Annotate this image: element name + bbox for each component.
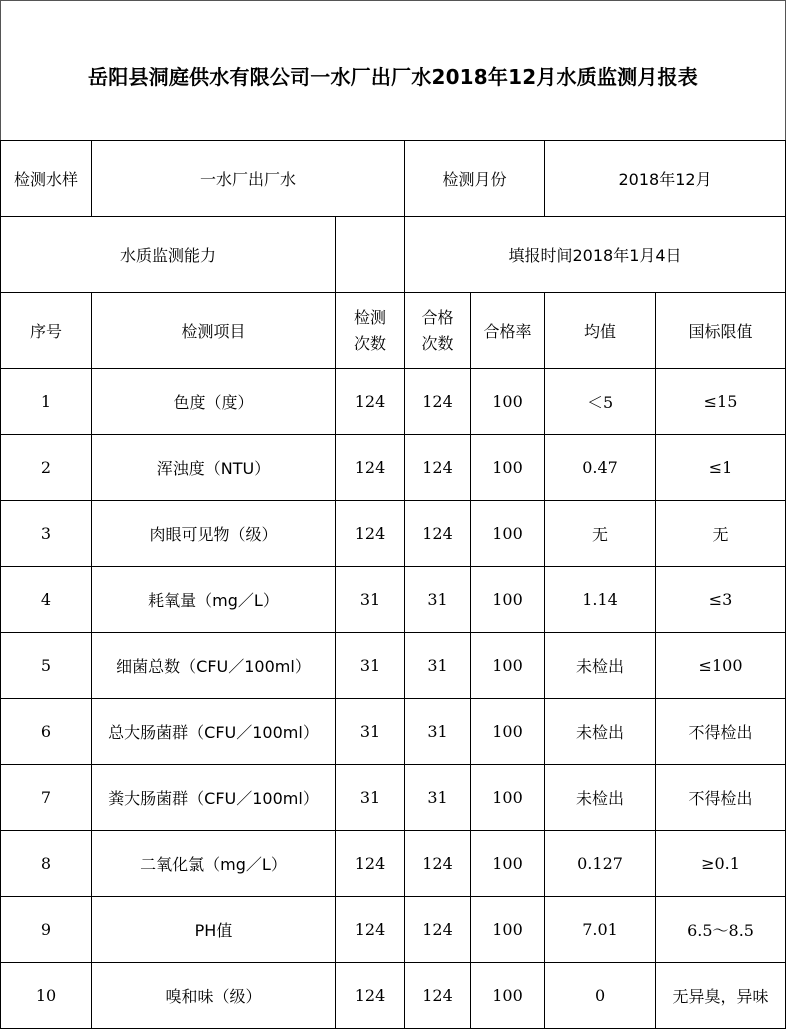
capability-label: 水质监测能力 — [1, 217, 336, 293]
cell-item: 细菌总数（CFU／100ml） — [92, 633, 336, 699]
header-item: 检测项目 — [92, 293, 336, 369]
cell-item: 浑浊度（NTU） — [92, 435, 336, 501]
cell-tests: 31 — [336, 765, 405, 831]
cell-tests: 31 — [336, 633, 405, 699]
cell-tests: 31 — [336, 699, 405, 765]
sample-label: 检测水样 — [1, 141, 92, 217]
cell-rate: 100 — [471, 699, 545, 765]
cell-tests: 124 — [336, 435, 405, 501]
cell-limit: 不得检出 — [656, 699, 786, 765]
header-limit: 国标限值 — [656, 293, 786, 369]
header-mean: 均值 — [545, 293, 656, 369]
header-pass-count-line1: 合格 — [421, 307, 454, 327]
table-row — [1, 897, 786, 963]
cell-no: 4 — [1, 567, 92, 633]
cell-mean: 未检出 — [545, 699, 656, 765]
month-label: 检测月份 — [405, 141, 545, 217]
cell-tests: 124 — [336, 501, 405, 567]
cell-passed: 31 — [405, 699, 471, 765]
cell-passed: 31 — [405, 567, 471, 633]
header-no: 序号 — [1, 293, 92, 369]
cell-limit: 无 — [656, 501, 786, 567]
cell-rate: 100 — [471, 897, 545, 963]
table-row — [1, 369, 786, 435]
cell-no: 5 — [1, 633, 92, 699]
cell-limit: ≤15 — [656, 369, 786, 435]
fill-time: 填报时间2018年1月4日 — [405, 217, 786, 293]
cell-limit: 6.5～8.5 — [656, 897, 786, 963]
cell-mean: 0.47 — [545, 435, 656, 501]
cell-mean: 7.01 — [545, 897, 656, 963]
cell-no: 6 — [1, 699, 92, 765]
cell-tests: 31 — [336, 567, 405, 633]
cell-rate: 100 — [471, 963, 545, 1029]
table-row — [1, 633, 786, 699]
report-title: 岳阳县洞庭供水有限公司一水厂出厂水2018年12月水质监测月报表 — [88, 64, 698, 89]
table-row — [1, 501, 786, 567]
cell-no: 1 — [1, 369, 92, 435]
cell-item: 二氧化氯（mg／L） — [92, 831, 336, 897]
header-pass-count — [405, 293, 471, 369]
cell-passed: 124 — [405, 897, 471, 963]
cell-rate: 100 — [471, 501, 545, 567]
header-test-count-line1: 检测 — [354, 307, 387, 327]
cell-passed: 31 — [405, 633, 471, 699]
table-row — [1, 435, 786, 501]
capability-value — [336, 217, 405, 293]
capability-row — [1, 217, 786, 293]
cell-tests: 124 — [336, 963, 405, 1029]
header-row — [1, 293, 786, 369]
cell-mean: 0 — [545, 963, 656, 1029]
header-pass-count-line2: 次数 — [421, 333, 454, 353]
cell-item: 嗅和味（级） — [92, 963, 336, 1029]
sample-row — [1, 141, 786, 217]
cell-no: 2 — [1, 435, 92, 501]
cell-rate: 100 — [471, 435, 545, 501]
cell-tests: 124 — [336, 897, 405, 963]
cell-passed: 124 — [405, 963, 471, 1029]
cell-item: 耗氧量（mg／L） — [92, 567, 336, 633]
cell-mean: 1.14 — [545, 567, 656, 633]
cell-no: 7 — [1, 765, 92, 831]
cell-passed: 31 — [405, 765, 471, 831]
cell-mean: 无 — [545, 501, 656, 567]
header-pass-rate: 合格率 — [471, 293, 545, 369]
cell-tests: 124 — [336, 369, 405, 435]
cell-item: 总大肠菌群（CFU／100ml） — [92, 699, 336, 765]
table-row — [1, 831, 786, 897]
cell-rate: 100 — [471, 567, 545, 633]
table-row — [1, 963, 786, 1029]
cell-item: 肉眼可见物（级） — [92, 501, 336, 567]
cell-rate: 100 — [471, 765, 545, 831]
cell-no: 10 — [1, 963, 92, 1029]
cell-limit: ≤100 — [656, 633, 786, 699]
cell-tests: 124 — [336, 831, 405, 897]
cell-item: PH值 — [92, 897, 336, 963]
header-test-count-line2: 次数 — [354, 333, 387, 353]
cell-passed: 124 — [405, 831, 471, 897]
cell-limit: ≤3 — [656, 567, 786, 633]
table-row — [1, 699, 786, 765]
title-box — [0, 0, 786, 141]
cell-mean: 0.127 — [545, 831, 656, 897]
header-test-count — [336, 293, 405, 369]
report-table — [0, 140, 786, 1029]
cell-limit: ≤1 — [656, 435, 786, 501]
sample-value: 一水厂出厂水 — [92, 141, 405, 217]
cell-item: 粪大肠菌群（CFU／100ml） — [92, 765, 336, 831]
month-value: 2018年12月 — [545, 141, 786, 217]
cell-mean: 未检出 — [545, 765, 656, 831]
cell-no: 3 — [1, 501, 92, 567]
cell-passed: 124 — [405, 369, 471, 435]
cell-rate: 100 — [471, 369, 545, 435]
cell-mean: 未检出 — [545, 633, 656, 699]
cell-rate: 100 — [471, 633, 545, 699]
cell-mean: ＜5 — [545, 369, 656, 435]
cell-passed: 124 — [405, 435, 471, 501]
table-row — [1, 765, 786, 831]
cell-limit: 无异臭，异味 — [656, 963, 786, 1029]
cell-passed: 124 — [405, 501, 471, 567]
table-row — [1, 567, 786, 633]
cell-item: 色度（度） — [92, 369, 336, 435]
cell-limit: 不得检出 — [656, 765, 786, 831]
cell-no: 9 — [1, 897, 92, 963]
cell-limit: ≥0.1 — [656, 831, 786, 897]
cell-no: 8 — [1, 831, 92, 897]
cell-rate: 100 — [471, 831, 545, 897]
